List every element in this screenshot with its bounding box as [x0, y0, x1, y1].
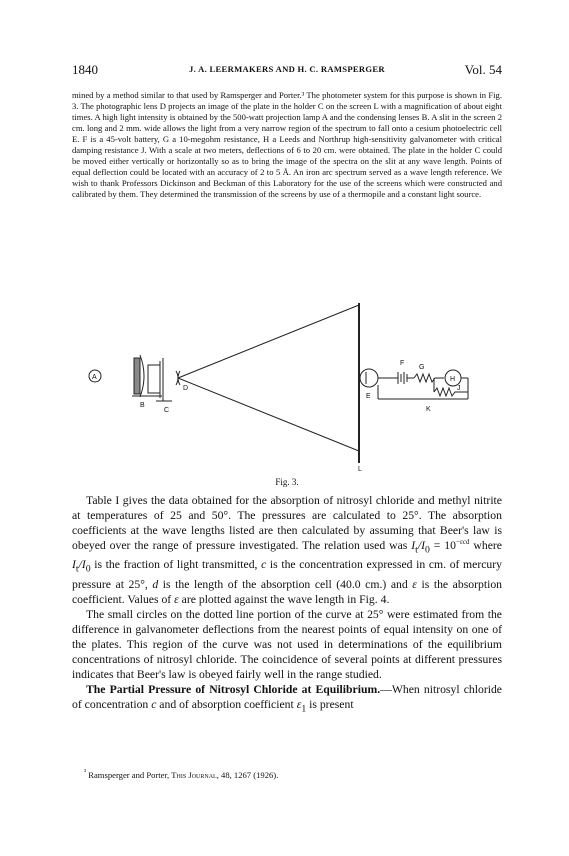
label-h: H [450, 376, 456, 383]
journal-name: This Journal [171, 770, 217, 780]
footnote-marker: ³ [84, 768, 87, 777]
paragraph-table-i: Table I gives the data obtained for the absorption of nitrosyl chloride and methyl nitrite at temperatures of 25 and 50°. The pressures are calculated to 25°. The absorption coefficients at the wave lengths listed are then calculated by assuming that Beer's law is obeyed over the range of pressure investigated. The relation used was $I_t/I_0 = 10^{-\varepsilon cd}$ where $I_t/I_0$ is the fraction of light transmitted, c is the concentration expressed in cm. of mercury pressure at 25°, d is the length of the absorption cell (40.0 cm.) and ε is the absorption coefficient. Values of ε are plotted against the wave length in Fig. 4. [72, 494, 503, 606]
photometer-diagram [72, 295, 502, 475]
label-a: A [92, 374, 97, 381]
photocell-e [360, 369, 378, 387]
resistance-g [414, 374, 444, 382]
page-number: 1840 [72, 62, 98, 77]
label-l: L [358, 466, 362, 473]
label-e: E [366, 393, 371, 400]
label-g: G [419, 364, 425, 371]
intro-paragraph-block [72, 90, 502, 200]
label-c: C [164, 407, 170, 414]
resistance-j [434, 388, 468, 396]
condenser-lens [140, 355, 144, 397]
body-text [72, 493, 502, 716]
paragraph-partial-pressure: The Partial Pressure of Nitrosyl Chloride at Equilibrium.—When nitrosyl chloride of concentration c and of absorption coefficient $\varepsilon_1$ is present [72, 682, 502, 714]
running-title: J. A. LEERMAKERS AND H. C. RAMSPERGER [189, 64, 385, 74]
footnote: $^{^3}$ Ramsperger and Porter, This Journal, 48, 1267 (1926). [84, 768, 279, 780]
figure-caption: Fig. 3. [275, 477, 299, 487]
label-b: B [140, 402, 145, 409]
label-j: J [457, 385, 461, 392]
intro-paragraph: mined by a method similar to that used by Ramsperger and Porter.³ The photometer system for this purpose is shown in Fig. 3. The photographic lens D projects an image of the plate in the holder C on the screen L with a magnification of about eight times. A high light intensity is obtained by the 500-watt projection lamp A and the condensing lenses B. A slit in the screen 2 cm. long and 2 mm. wide allows the light from a very narrow region of the spectrum to fall onto a cesium photoelectric cell E. F is a 45-volt battery, G a 10-megohm resistance, H a Leeds and Northrup high-sensitivity galvanometer with critical damping resistance J. With a scale at two meters, deflections of 6 to 20 cm. were obtained. The plate in the holder C could be moved either vertically or horizontally so as to bring the image of the spectra on the slit at any wave length. Points of equal deflection could be located with an accuracy of 2 to 5 Å. An iron arc spectrum served as a wave length reference. We wish to thank Professors Dickinson and Beckman of this Laboratory for the use of the screens which were constructed and calibrated by them. They determined the transmission of the screens by use of a thermopile and a constant light source. [72, 90, 502, 199]
section-heading: The Partial Pressure of Nitrosyl Chloride at Equilibrium. [86, 682, 381, 696]
beam-lower [178, 378, 359, 451]
label-f: F [400, 360, 405, 367]
figure-3 [72, 295, 502, 475]
label-k: K [426, 406, 431, 413]
label-d: D [183, 385, 189, 392]
beam-upper [178, 305, 359, 378]
paragraph-small-circles: The small circles on the dotted line portion of the curve at 25° were estimated from the difference in galvanometer deflections from the nearest points of equal intensity on one of the plates. This region of the curve was not used in determinations of the equilibrium concentrations of nitrosyl chloride. The coincidence of several points at different pressures indicates that Beer's law is obeyed fairly well in the range studied. [72, 607, 502, 681]
page-header [72, 62, 502, 78]
volume-label: Vol. 54 [464, 62, 502, 77]
